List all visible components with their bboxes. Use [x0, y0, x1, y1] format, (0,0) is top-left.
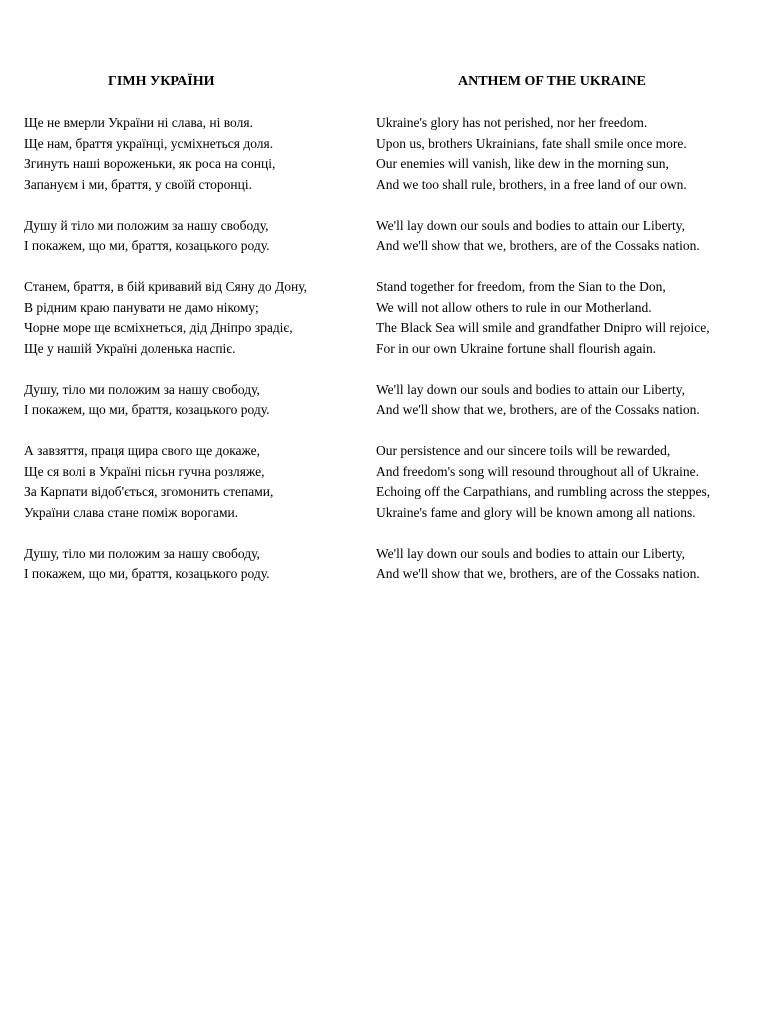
english-stanza-6 [376, 544, 748, 585]
ukrainian-line: Душу, тіло ми положим за нашу свободу, [24, 381, 260, 397]
english-line: The Black Sea will smile and grandfather Dnipro will rejoice, [376, 320, 710, 335]
english-line: We'll lay down our souls and bodies to attain our Liberty, [376, 217, 686, 233]
ukrainian-line: Ще не вмерли України ні слава, ні воля. [24, 115, 253, 130]
english-stanza-4 [376, 380, 748, 421]
english-line: Echoing off the Carpathians, and rumbling across the steppes, [376, 484, 711, 499]
english-line: Our enemies will vanish, like dew in the morning sun, [376, 156, 669, 171]
ukrainian-stanza-6 [24, 544, 344, 585]
ukrainian-line: Ще у нашій Україні доленька наспіє. [24, 340, 236, 356]
english-line: We will not allow others to rule in our Motherland. [376, 299, 652, 315]
english-stanza-2 [376, 216, 748, 257]
ukrainian-line: Ще ся волі в Україні пісьн гучна розляже, [24, 463, 265, 479]
english-column [376, 72, 748, 605]
ukrainian-line: І покажем, що ми, браття, козацького роду. [24, 402, 270, 417]
ukrainian-column [24, 72, 344, 605]
ukrainian-line: Душу, тіло ми положим за нашу свободу, [24, 545, 260, 561]
ukrainian-stanza-5 [24, 441, 344, 523]
ukrainian-title: ГІМН УКРАЇНИ [108, 74, 215, 89]
english-line: And we'll show that we, brothers, are of the Cossaks nation. [376, 402, 700, 417]
ukrainian-stanza-2 [24, 216, 344, 257]
ukrainian-line: І покажем, що ми, браття, козацького роду. [24, 238, 270, 253]
english-line: For in our own Ukraine fortune shall flourish again. [376, 340, 657, 356]
ukrainian-line: Чорне море ще всміхнеться, дід Дніпро зрадіє, [24, 320, 293, 335]
english-line: Upon us, brothers Ukrainians, fate shall smile once more. [376, 135, 687, 151]
english-line: And we'll show that we, brothers, are of the Cossaks nation. [376, 238, 700, 253]
ukrainian-line: За Карпати відоб'ється, згомонить степами, [24, 484, 274, 499]
english-line: We'll lay down our souls and bodies to attain our Liberty, [376, 381, 686, 397]
english-stanza-1 [376, 113, 748, 195]
ukrainian-line: України слава стане поміж ворогами. [24, 504, 239, 520]
english-title: ANTHEM OF THE UKRAINE [458, 74, 646, 89]
ukrainian-line: Ще нам, браття українці, усміхнеться доля. [24, 135, 274, 151]
ukrainian-line: Станем, браття, в бій кривавий від Сяну до Дону, [24, 279, 308, 294]
english-line: Our persistence and our sincere toils will be rewarded, [376, 443, 671, 458]
ukrainian-line: Згинуть наші вороженьки, як роса на сонці, [24, 156, 276, 171]
english-line: And we'll show that we, brothers, are of the Cossaks nation. [376, 566, 700, 581]
english-stanza-5 [376, 441, 748, 523]
english-stanza-3 [376, 277, 748, 359]
english-line: Stand together for freedom, from the Sian to the Don, [376, 279, 666, 294]
ukrainian-line: І покажем, що ми, браття, козацького роду. [24, 566, 270, 581]
english-line: And freedom's song will resound throughout all of Ukraine. [376, 463, 699, 479]
english-line: Ukraine's glory has not perished, nor her freedom. [376, 115, 648, 130]
ukrainian-line: Душу й тіло ми положим за нашу свободу, [24, 217, 269, 233]
ukrainian-line: Запануєм і ми, браття, у своїй сторонці. [24, 176, 253, 192]
ukrainian-line: В рідним краю панувати не дамо нікому; [24, 299, 259, 315]
english-line: And we too shall rule, brothers, in a free land of our own. [376, 176, 687, 192]
ukrainian-stanza-4 [24, 380, 344, 421]
english-line: We'll lay down our souls and bodies to attain our Liberty, [376, 545, 686, 561]
ukrainian-stanza-3 [24, 277, 344, 359]
ukrainian-stanza-1 [24, 113, 344, 195]
english-line: Ukraine's fame and glory will be known among all nations. [376, 504, 696, 520]
ukrainian-line: А завзяття, праця щира свого ще докаже, [24, 443, 261, 458]
